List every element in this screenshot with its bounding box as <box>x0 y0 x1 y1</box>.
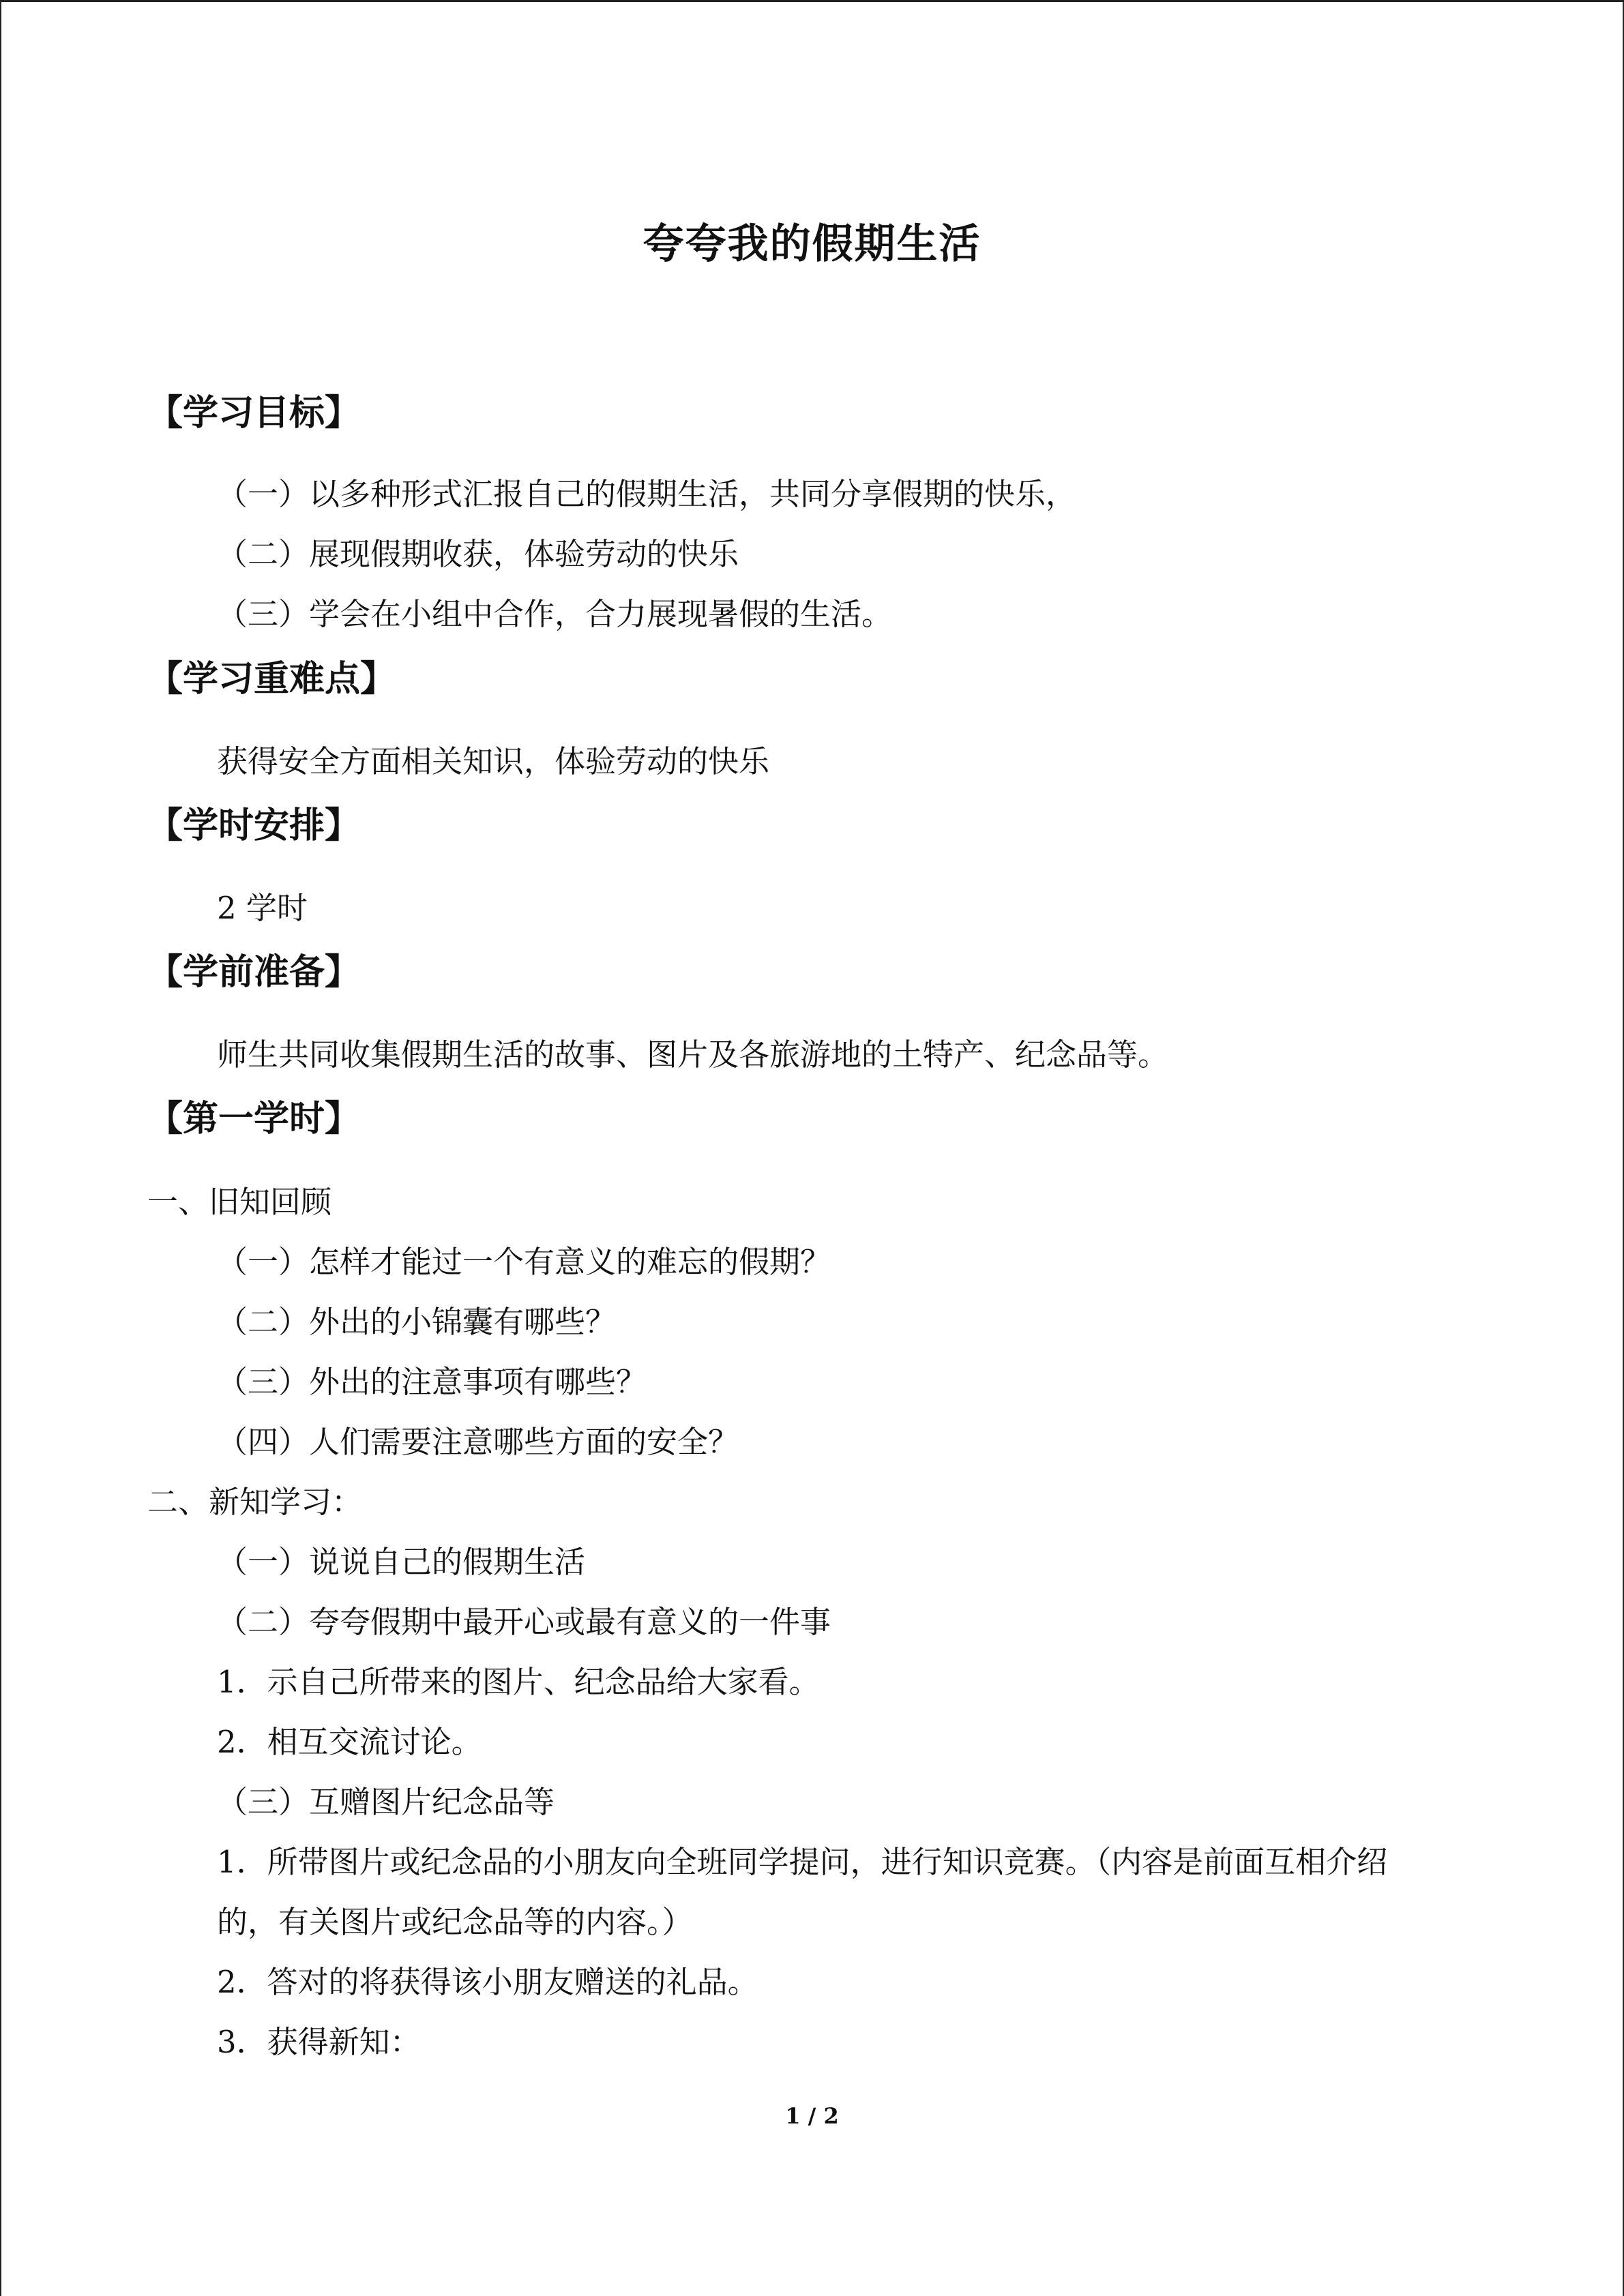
document-title: 夸夸我的假期生活 <box>643 220 981 268</box>
key-points-text: 获得安全方面相关知识，体验劳动的快乐 <box>217 743 770 779</box>
new-learning-item: （一）说说自己的假期生活 <box>217 1544 586 1580</box>
new-learning-item: （二）夸夸假期中最开心或最有意义的一件事 <box>217 1604 831 1640</box>
page-number: 1 / 2 <box>785 2103 839 2129</box>
review-item: （四）人们需要注意哪些方面的安全？ <box>217 1424 739 1460</box>
heading-first-period: 【第一学时】 <box>147 1099 361 1139</box>
review-item: （三）外出的注意事项有哪些？ <box>217 1364 647 1400</box>
objective-item: （二）展现假期收获，体验劳动的快乐 <box>217 536 739 572</box>
review-item: （一）怎样才能过一个有意义的难忘的假期？ <box>217 1244 831 1280</box>
heading-objectives: 【学习目标】 <box>147 393 361 434</box>
heading-key-points: 【学习重难点】 <box>147 659 396 700</box>
objective-item: （三）学会在小组中合作，合力展现暑假的生活。 <box>217 596 893 632</box>
new-learning-item: 的，有关图片或纪念品等的内容。） <box>217 1904 693 1940</box>
objective-item: （一）以多种形式汇报自己的假期生活，共同分享假期的快乐， <box>217 476 1077 512</box>
review-title: 一、旧知回顾 <box>147 1184 332 1220</box>
new-learning-item: （三）互赠图片纪念品等 <box>217 1784 555 1820</box>
heading-schedule: 【学时安排】 <box>147 805 361 846</box>
new-learning-item: 3．获得新知： <box>217 2024 421 2060</box>
new-learning-item: 1．示自己所带来的图片、纪念品给大家看。 <box>217 1664 820 1700</box>
new-learning-item: 2．相互交流讨论。 <box>217 1724 482 1760</box>
new-learning-title: 二、新知学习： <box>147 1484 363 1520</box>
new-learning-item: 2．答对的将获得该小朋友赠送的礼品。 <box>217 1964 758 2000</box>
schedule-text: 2 学时 <box>217 890 308 926</box>
preparation-text: 师生共同收集假期生活的故事、图片及各旅游地的土特产、纪念品等。 <box>217 1037 1169 1073</box>
new-learning-item: 1．所带图片或纪念品的小朋友向全班同学提问，进行知识竞赛。（内容是前面互相介绍 <box>217 1844 1388 1880</box>
review-item: （二）外出的小锦囊有哪些？ <box>217 1304 617 1340</box>
heading-preparation: 【学前准备】 <box>147 952 361 993</box>
